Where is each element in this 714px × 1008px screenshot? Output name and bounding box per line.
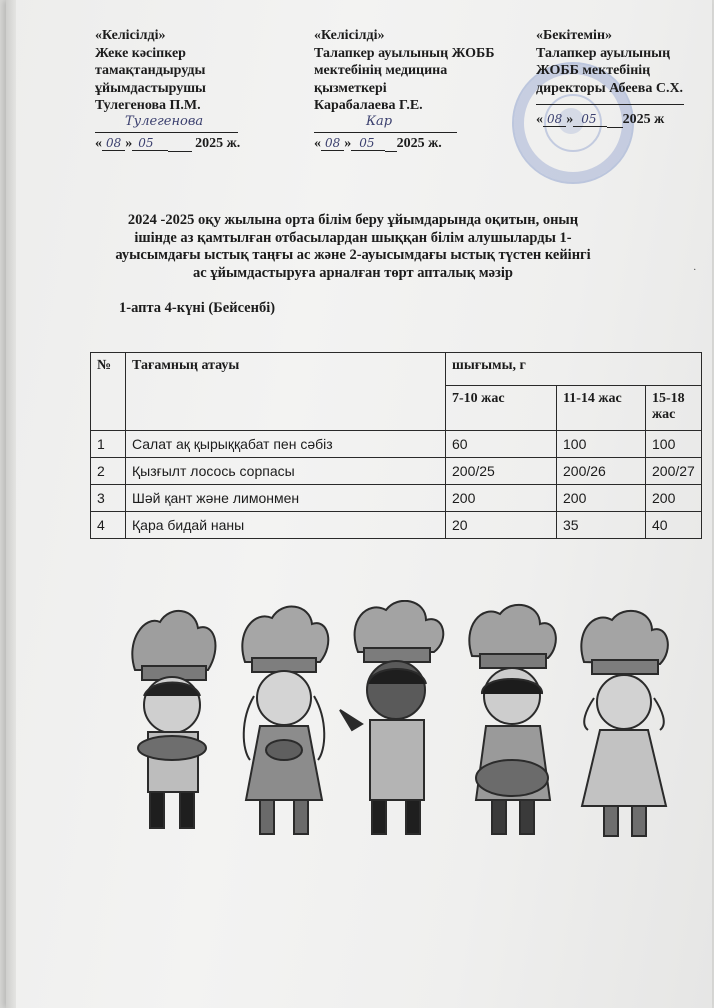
approval-line: ЖОББ мектебінің [536, 63, 651, 78]
approval-heading: «Келісілді» [95, 28, 166, 43]
yield-value: 100 [646, 431, 702, 458]
children-chefs-illustration [100, 600, 700, 860]
chef-figure [340, 601, 443, 834]
table-row [91, 512, 702, 539]
yield-value: 20 [446, 512, 557, 539]
signature-line [314, 115, 495, 135]
header-age-group: 7-10 жас [446, 386, 557, 431]
page-edge [6, 0, 16, 1008]
approval-heading: «Бекітемін» [536, 28, 613, 43]
signature-line [536, 97, 683, 107]
yield-value: 200/27 [646, 458, 702, 485]
yield-value: 200 [446, 485, 557, 512]
yield-value: 200/25 [446, 458, 557, 485]
approval-line: Карабалаева Г.Е. [314, 98, 423, 113]
approval-block-3 [536, 27, 683, 129]
header-age-group: 11-14 жас [557, 386, 646, 431]
date-day: 08 [321, 136, 344, 151]
date-year: 2025 ж [622, 112, 665, 127]
date-year: 2025 ж. [195, 135, 241, 151]
dish-name: Қызғылт лосось сорпасы [126, 458, 446, 485]
header-dish-name: Тағамның атауы [126, 353, 446, 431]
approval-block-1 [95, 27, 240, 152]
approval-line: тамақтандыруды [95, 63, 206, 78]
dish-name: Салат ақ қырыққабат пен сәбіз [126, 431, 446, 458]
menu-table [90, 352, 702, 539]
date-year: 2025 ж. [396, 135, 442, 151]
document-title: 2024 -2025 оқу жылына орта білім беру ұйымдарында оқитын, оның ішінде аз қамтылған отбасылардан шыққан білім алушыларды 1-ауысымдағы ыстық таңғы ас және 2-ауысымдағы ыстық түстен кейінгі ас ұйымдастыруға арналған төрт апталық мәзір [115, 212, 591, 281]
dish-name: Шәй қант және лимонмен [126, 485, 446, 512]
date-day: 08 [543, 112, 566, 127]
dish-name: Қара бидай наны [126, 512, 446, 539]
scan-marks: . [693, 262, 696, 273]
approval-date: « 08 » 05 2025 ж. [95, 135, 241, 151]
approval-line: Тулегенова П.М. [95, 98, 201, 113]
approval-date: « 08 » 05 2025 ж. [314, 135, 442, 151]
yield-value: 200/26 [557, 458, 646, 485]
yield-value: 60 [446, 431, 557, 458]
yield-value: 200 [646, 485, 702, 512]
approval-line: қызметкері [314, 80, 387, 96]
row-number: 2 [91, 458, 126, 485]
table-row [91, 485, 702, 512]
table-header-row [91, 353, 702, 386]
approval-line: Талапкер ауылының ЖОББ [314, 45, 495, 61]
week-day-subtitle: 1-апта 4-күні (Бейсенбі) [119, 300, 276, 316]
chef-figure [469, 605, 556, 834]
row-number: 1 [91, 431, 126, 458]
chef-figure [242, 607, 328, 834]
approval-line: ұйымдастырушы [95, 80, 206, 96]
table-row [91, 458, 702, 485]
header-age-group: 15-18 жас [646, 386, 702, 431]
yield-value: 40 [646, 512, 702, 539]
chef-figure [132, 611, 215, 828]
approval-line: мектебінің медицина [314, 63, 448, 78]
yield-value: 35 [557, 512, 646, 539]
signature-line [95, 115, 240, 135]
handwritten-signature: Кар [366, 114, 393, 129]
chef-figure [581, 611, 668, 836]
row-number: 4 [91, 512, 126, 539]
approval-block-2 [314, 27, 495, 152]
handwritten-signature: Тулегенова [125, 114, 204, 129]
approval-date: « 08 » 05 2025 ж [536, 112, 665, 127]
approval-line: Талапкер ауылының [536, 45, 671, 61]
date-month: 05 [351, 136, 384, 151]
date-month: 05 [573, 112, 606, 127]
header-yield: шығымы, г [446, 353, 702, 386]
yield-value: 200 [557, 485, 646, 512]
yield-value: 100 [557, 431, 646, 458]
date-month: 05 [132, 136, 167, 151]
approval-line: директоры Абеева С.Х. [536, 80, 684, 96]
table-row [91, 431, 702, 458]
row-number: 3 [91, 485, 126, 512]
approval-heading: «Келісілді» [314, 28, 385, 43]
header-number: № [91, 353, 126, 431]
approval-line: Жеке кәсіпкер [95, 45, 186, 61]
date-day: 08 [102, 136, 125, 151]
